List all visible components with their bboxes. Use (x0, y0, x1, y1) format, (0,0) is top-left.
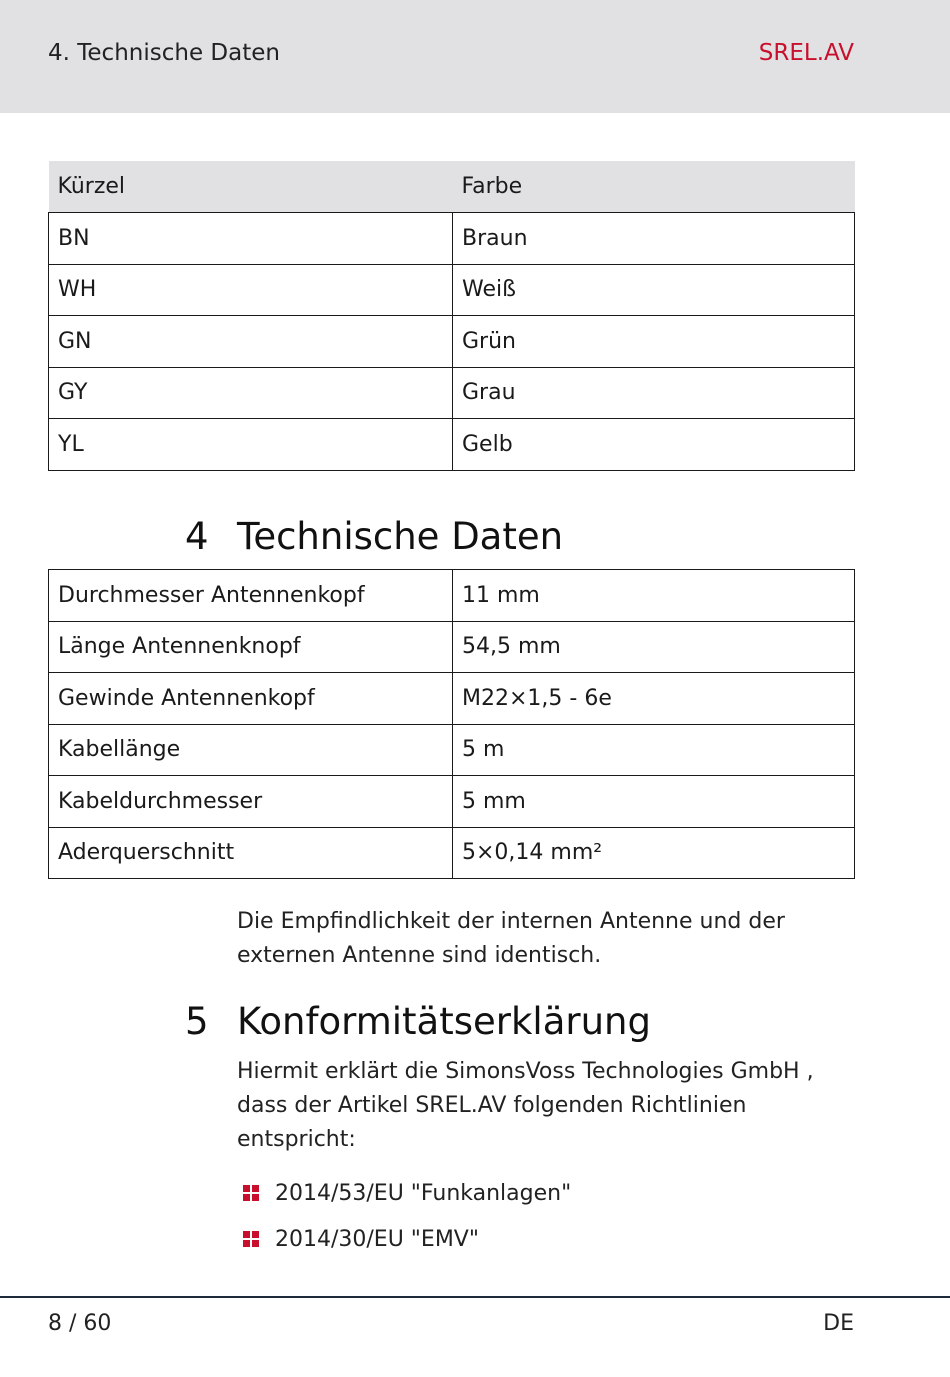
table-row (49, 570, 855, 622)
table-cell: Gewinde Antennenkopf (49, 673, 453, 725)
table-cell: GY (49, 367, 453, 419)
directive-text: 2014/53/EU "Funkanlagen" (275, 1180, 572, 1206)
footer-divider (0, 1296, 950, 1298)
section-title: Technische Daten (237, 515, 564, 558)
table-cell: 5 mm (453, 776, 855, 828)
section-4-heading (185, 515, 563, 558)
technical-data-table (48, 569, 855, 879)
column-header-farbe: Farbe (453, 161, 855, 213)
section-5-heading (185, 1000, 651, 1043)
table-row (49, 776, 855, 828)
table-cell: YL (49, 419, 453, 471)
table-row (49, 367, 855, 419)
list-item (243, 1170, 571, 1216)
column-header-kuerzel: Kürzel (49, 161, 453, 213)
table-row (49, 264, 855, 316)
bullet-icon (243, 1231, 259, 1247)
table-row (49, 827, 855, 879)
list-item (243, 1216, 571, 1262)
table-cell: M22×1,5 - 6e (453, 673, 855, 725)
table-cell: 54,5 mm (453, 621, 855, 673)
language-code: DE (823, 1311, 854, 1336)
section-title: Konformitätserklärung (237, 1000, 651, 1043)
table-row (49, 724, 855, 776)
conformity-paragraph: Hiermit erklärt die SimonsVoss Technologies GmbH , dass der Artikel SREL.AV folgenden Richtlinien entspricht: (237, 1059, 814, 1152)
table-header-row (49, 161, 855, 213)
bullet-icon (243, 1185, 259, 1201)
header-section-title: 4. Technische Daten (48, 40, 280, 66)
table-cell: GN (49, 316, 453, 368)
table-cell: 5×0,14 mm² (453, 827, 855, 879)
table-cell: Weiß (453, 264, 855, 316)
table-row (49, 316, 855, 368)
table-row (49, 213, 855, 265)
table-cell: Gelb (453, 419, 855, 471)
table-cell: Grün (453, 316, 855, 368)
table-cell: BN (49, 213, 453, 265)
table-cell: Aderquerschnitt (49, 827, 453, 879)
table-cell: Kabeldurchmesser (49, 776, 453, 828)
table-cell: Grau (453, 367, 855, 419)
table-row (49, 419, 855, 471)
directive-text: 2014/30/EU "EMV" (275, 1226, 479, 1252)
table-cell: Kabellänge (49, 724, 453, 776)
table-cell: WH (49, 264, 453, 316)
table-row (49, 673, 855, 725)
table-cell: Länge Antennenknopf (49, 621, 453, 673)
table-cell: Durchmesser Antennenkopf (49, 570, 453, 622)
table-cell: 5 m (453, 724, 855, 776)
table-cell: 11 mm (453, 570, 855, 622)
table-row (49, 621, 855, 673)
page-number: 8 / 60 (48, 1311, 112, 1336)
section-number: 5 (185, 1000, 209, 1043)
page-header (0, 0, 950, 113)
header-product-name: SREL.AV (758, 40, 854, 66)
color-code-table (48, 161, 855, 471)
sensitivity-note: Die Empfindlichkeit der internen Antenne und der externen Antenne sind identisch. (237, 909, 785, 968)
directive-list (243, 1170, 571, 1262)
section-number: 4 (185, 515, 209, 558)
table-cell: Braun (453, 213, 855, 265)
